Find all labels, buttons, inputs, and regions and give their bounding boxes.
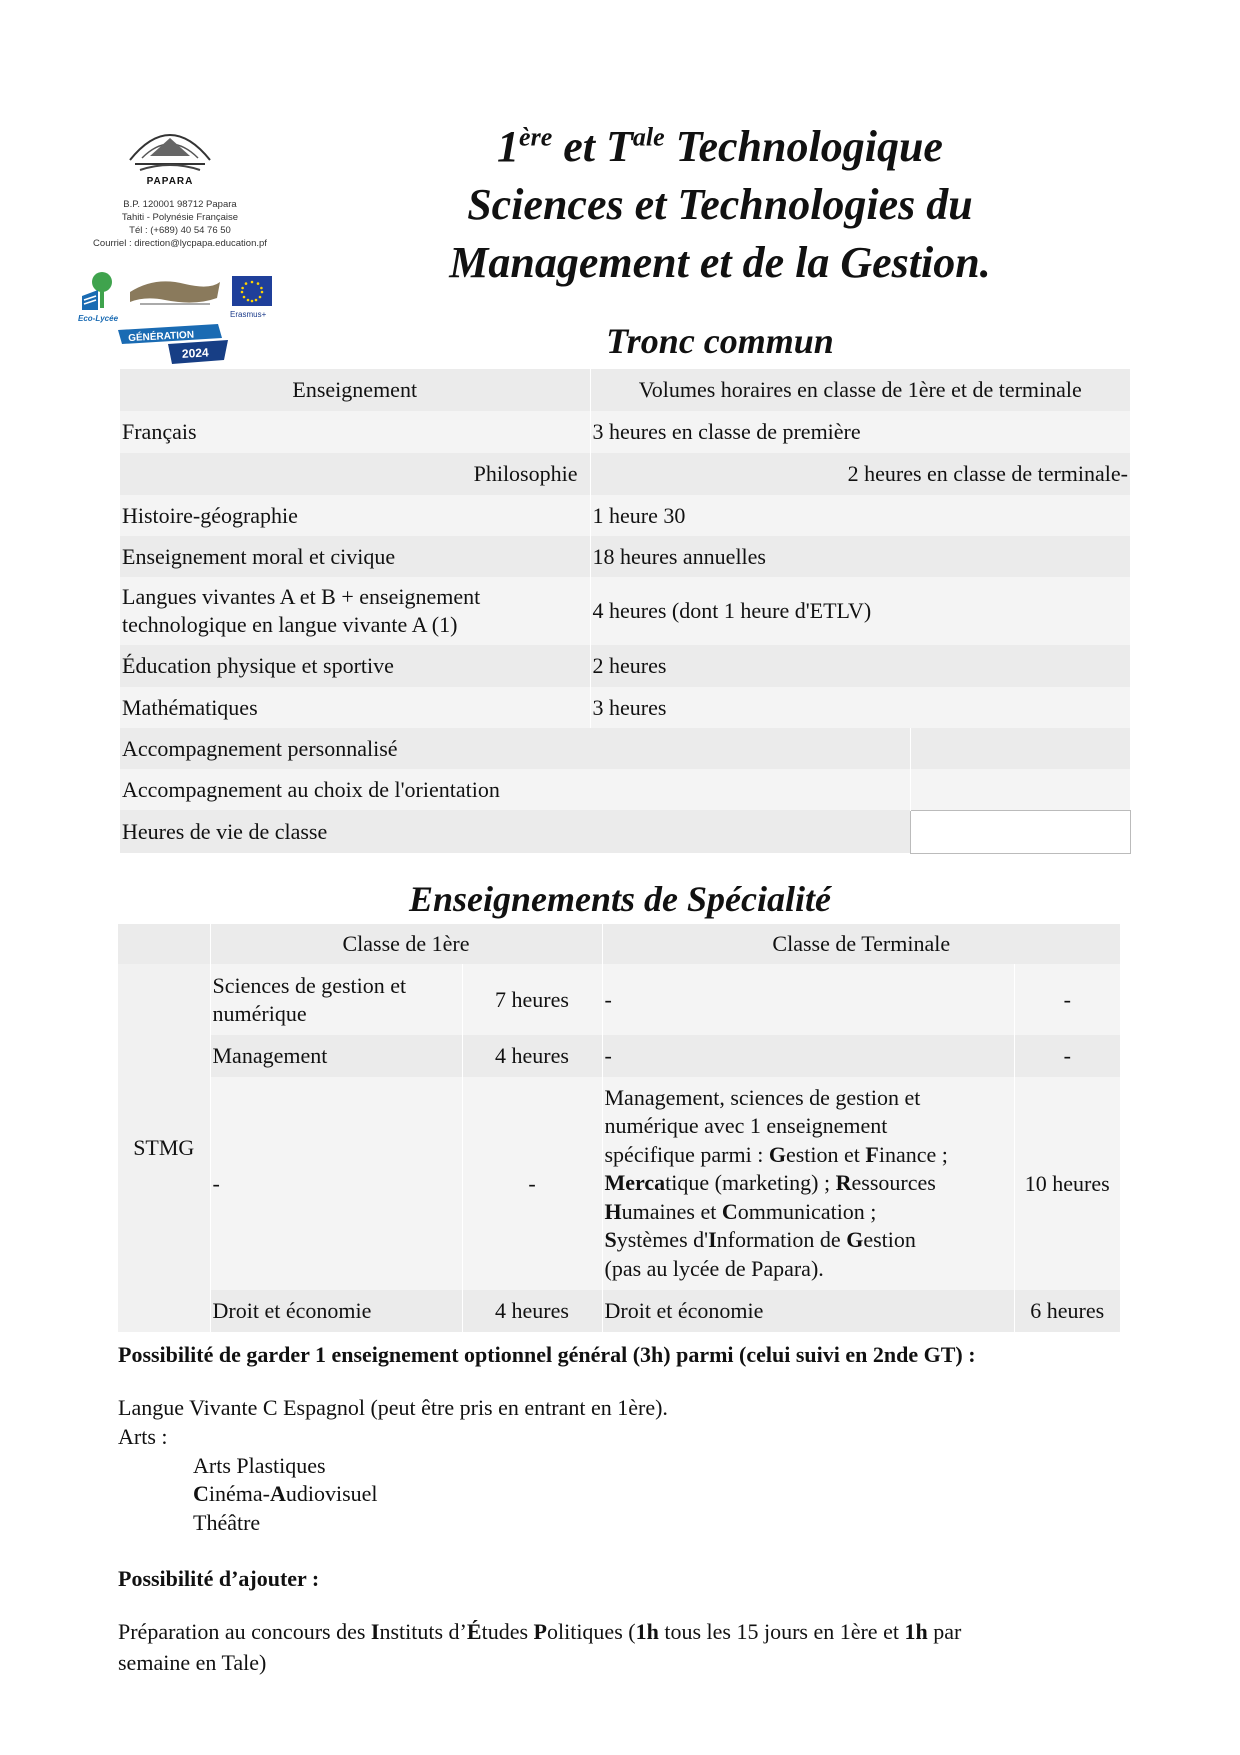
page-title: [360, 118, 1080, 292]
subject-cell: Accompagnement au choix de l'orientation: [120, 769, 910, 810]
school-contact: [80, 198, 280, 250]
hours-cell: [910, 810, 1130, 853]
column-header: Classe de Terminale: [602, 924, 1120, 964]
column-header: Volumes horaires en classe de 1ère et de terminale: [590, 369, 1130, 411]
hours-cell: 2 heures: [590, 645, 1130, 687]
subject-cell: Droit et économie: [210, 1290, 462, 1332]
table-row: [120, 769, 1130, 810]
svg-text:2024: 2024: [181, 345, 210, 361]
table-row: [120, 645, 1130, 687]
subject-cell: Histoire-géographie: [120, 495, 590, 536]
table-row: [118, 1035, 1120, 1077]
subject-cell: Mathématiques: [120, 687, 590, 728]
hours-cell: 1 heure 30: [590, 495, 1130, 536]
theatre-option: Théâtre: [193, 1510, 261, 1535]
contact-line: Courriel : direction@lycpapa.education.pf: [93, 238, 267, 249]
generation-2024-logo-icon: [118, 324, 228, 364]
track-header-cell: [118, 924, 210, 964]
hours-cell: 4 heures: [462, 1290, 602, 1332]
subject-cell: Français: [120, 411, 590, 453]
subject-cell: Management, sciences de gestion et numérique avec 1 enseignement spécifique parmi : Gestion et Finance ; Mercatique (marketing) ; Ressources Humaines et Communication ; Systèmes d'Information de Gestion (pas au lycée de Papara).: [602, 1077, 1014, 1290]
hours-cell: 4 heures: [462, 1035, 602, 1077]
cinema-option: Cinéma-Audiovisuel: [193, 1481, 378, 1506]
contact-line: B.P. 120001 98712 Papara: [123, 199, 237, 210]
subject-cell: Éducation physique et sportive: [120, 645, 590, 687]
table-row: [120, 411, 1130, 453]
school-logo-block: [80, 120, 300, 360]
subject-cell: Droit et économie: [602, 1290, 1014, 1332]
tronc-commun-title: Tronc commun: [606, 321, 834, 361]
hours-cell: 7 heures: [462, 964, 602, 1035]
track-cell: STMG: [118, 964, 210, 1332]
eco-lycee-logo-icon: [80, 270, 120, 318]
tronc-commun-table: [120, 369, 1131, 854]
table-row: [118, 964, 1120, 1035]
hours-cell: -: [1014, 1035, 1120, 1077]
title-line-1: 1ère et $T^{ale}$ Technologique: [497, 122, 943, 171]
hours-cell: 2 heures en classe de terminale-: [590, 453, 1130, 495]
subject-cell: Enseignement moral et civique: [120, 536, 590, 577]
school-city: PAPARA: [146, 176, 194, 187]
contact-line: Tél : (+689) 40 54 76 50: [129, 225, 231, 236]
table-row: [120, 536, 1130, 577]
table-row: [118, 1077, 1120, 1290]
hours-cell: 3 heures: [590, 687, 1130, 728]
table-row: [120, 810, 1130, 853]
eco-lycee-label: Eco-Lycée: [78, 314, 119, 323]
performance-centre-logo-icon: [125, 274, 225, 310]
table-row: [120, 728, 1130, 769]
title-line-2: Sciences et Technologies du: [467, 180, 973, 229]
subject-cell: Management: [210, 1035, 462, 1077]
arts-label: Arts :: [118, 1424, 168, 1449]
hours-cell: 10 heures: [1014, 1077, 1120, 1290]
hours-cell: [910, 728, 1130, 769]
table-row: [120, 453, 1130, 495]
subject-cell: Accompagnement personnalisé: [120, 728, 910, 769]
svg-text:GÉNÉRATION: GÉNÉRATION: [127, 329, 195, 345]
hours-cell: 6 heures: [1014, 1290, 1120, 1332]
add-heading: Possibilité d’ajouter :: [118, 1566, 320, 1591]
subject-cell: -: [602, 964, 1014, 1035]
subject-cell: -: [602, 1035, 1014, 1077]
subject-cell: Heures de vie de classe: [120, 810, 910, 853]
table-row: [120, 687, 1130, 728]
hours-cell: [910, 769, 1130, 810]
title-line-3: Management et de la Gestion.: [449, 238, 991, 287]
hours-cell: -: [462, 1077, 602, 1290]
lv-c-option: Langue Vivante C Espagnol (peut être pris en entrant en 1ère).: [118, 1395, 668, 1420]
school-crest-icon: [120, 120, 220, 180]
arts-plastiques-option: Arts Plastiques: [193, 1453, 326, 1478]
specialite-table: [118, 924, 1120, 1332]
hours-cell: 18 heures annuelles: [590, 536, 1130, 577]
hours-cell: -: [1014, 964, 1120, 1035]
subject-cell: -: [210, 1077, 462, 1290]
hours-cell: 4 heures (dont 1 heure d'ETLV): [590, 577, 1130, 645]
subject-cell: Sciences de gestion et numérique: [210, 964, 462, 1035]
iep-option: Préparation au concours des Instituts d’Études Politiques (1h tous les 15 jours en 1ère et 1h par semaine en Tale): [118, 1619, 962, 1675]
contact-line: Tahiti - Polynésie Française: [121, 212, 239, 223]
table-row: [120, 577, 1130, 645]
options-heading: Possibilité de garder 1 enseignement optionnel général (3h) parmi (celui suivi en 2nde GT) :: [118, 1342, 976, 1367]
specialite-title: Enseignements de Spécialité: [409, 879, 831, 919]
table-row: [118, 1290, 1120, 1332]
erasmus-label: Erasmus+: [230, 310, 267, 319]
table-row: [120, 495, 1130, 536]
column-header: Enseignement: [120, 369, 590, 411]
subject-cell: Philosophie: [120, 453, 590, 495]
eu-flag-icon: [232, 276, 272, 306]
table-header-row: [120, 369, 1130, 411]
table-header-row: [118, 924, 1120, 964]
column-header: Classe de 1ère: [210, 924, 602, 964]
subject-cell: Langues vivantes A et B + enseignement technologique en langue vivante A (1): [120, 577, 590, 645]
hours-cell: 3 heures en classe de première: [590, 411, 1130, 453]
